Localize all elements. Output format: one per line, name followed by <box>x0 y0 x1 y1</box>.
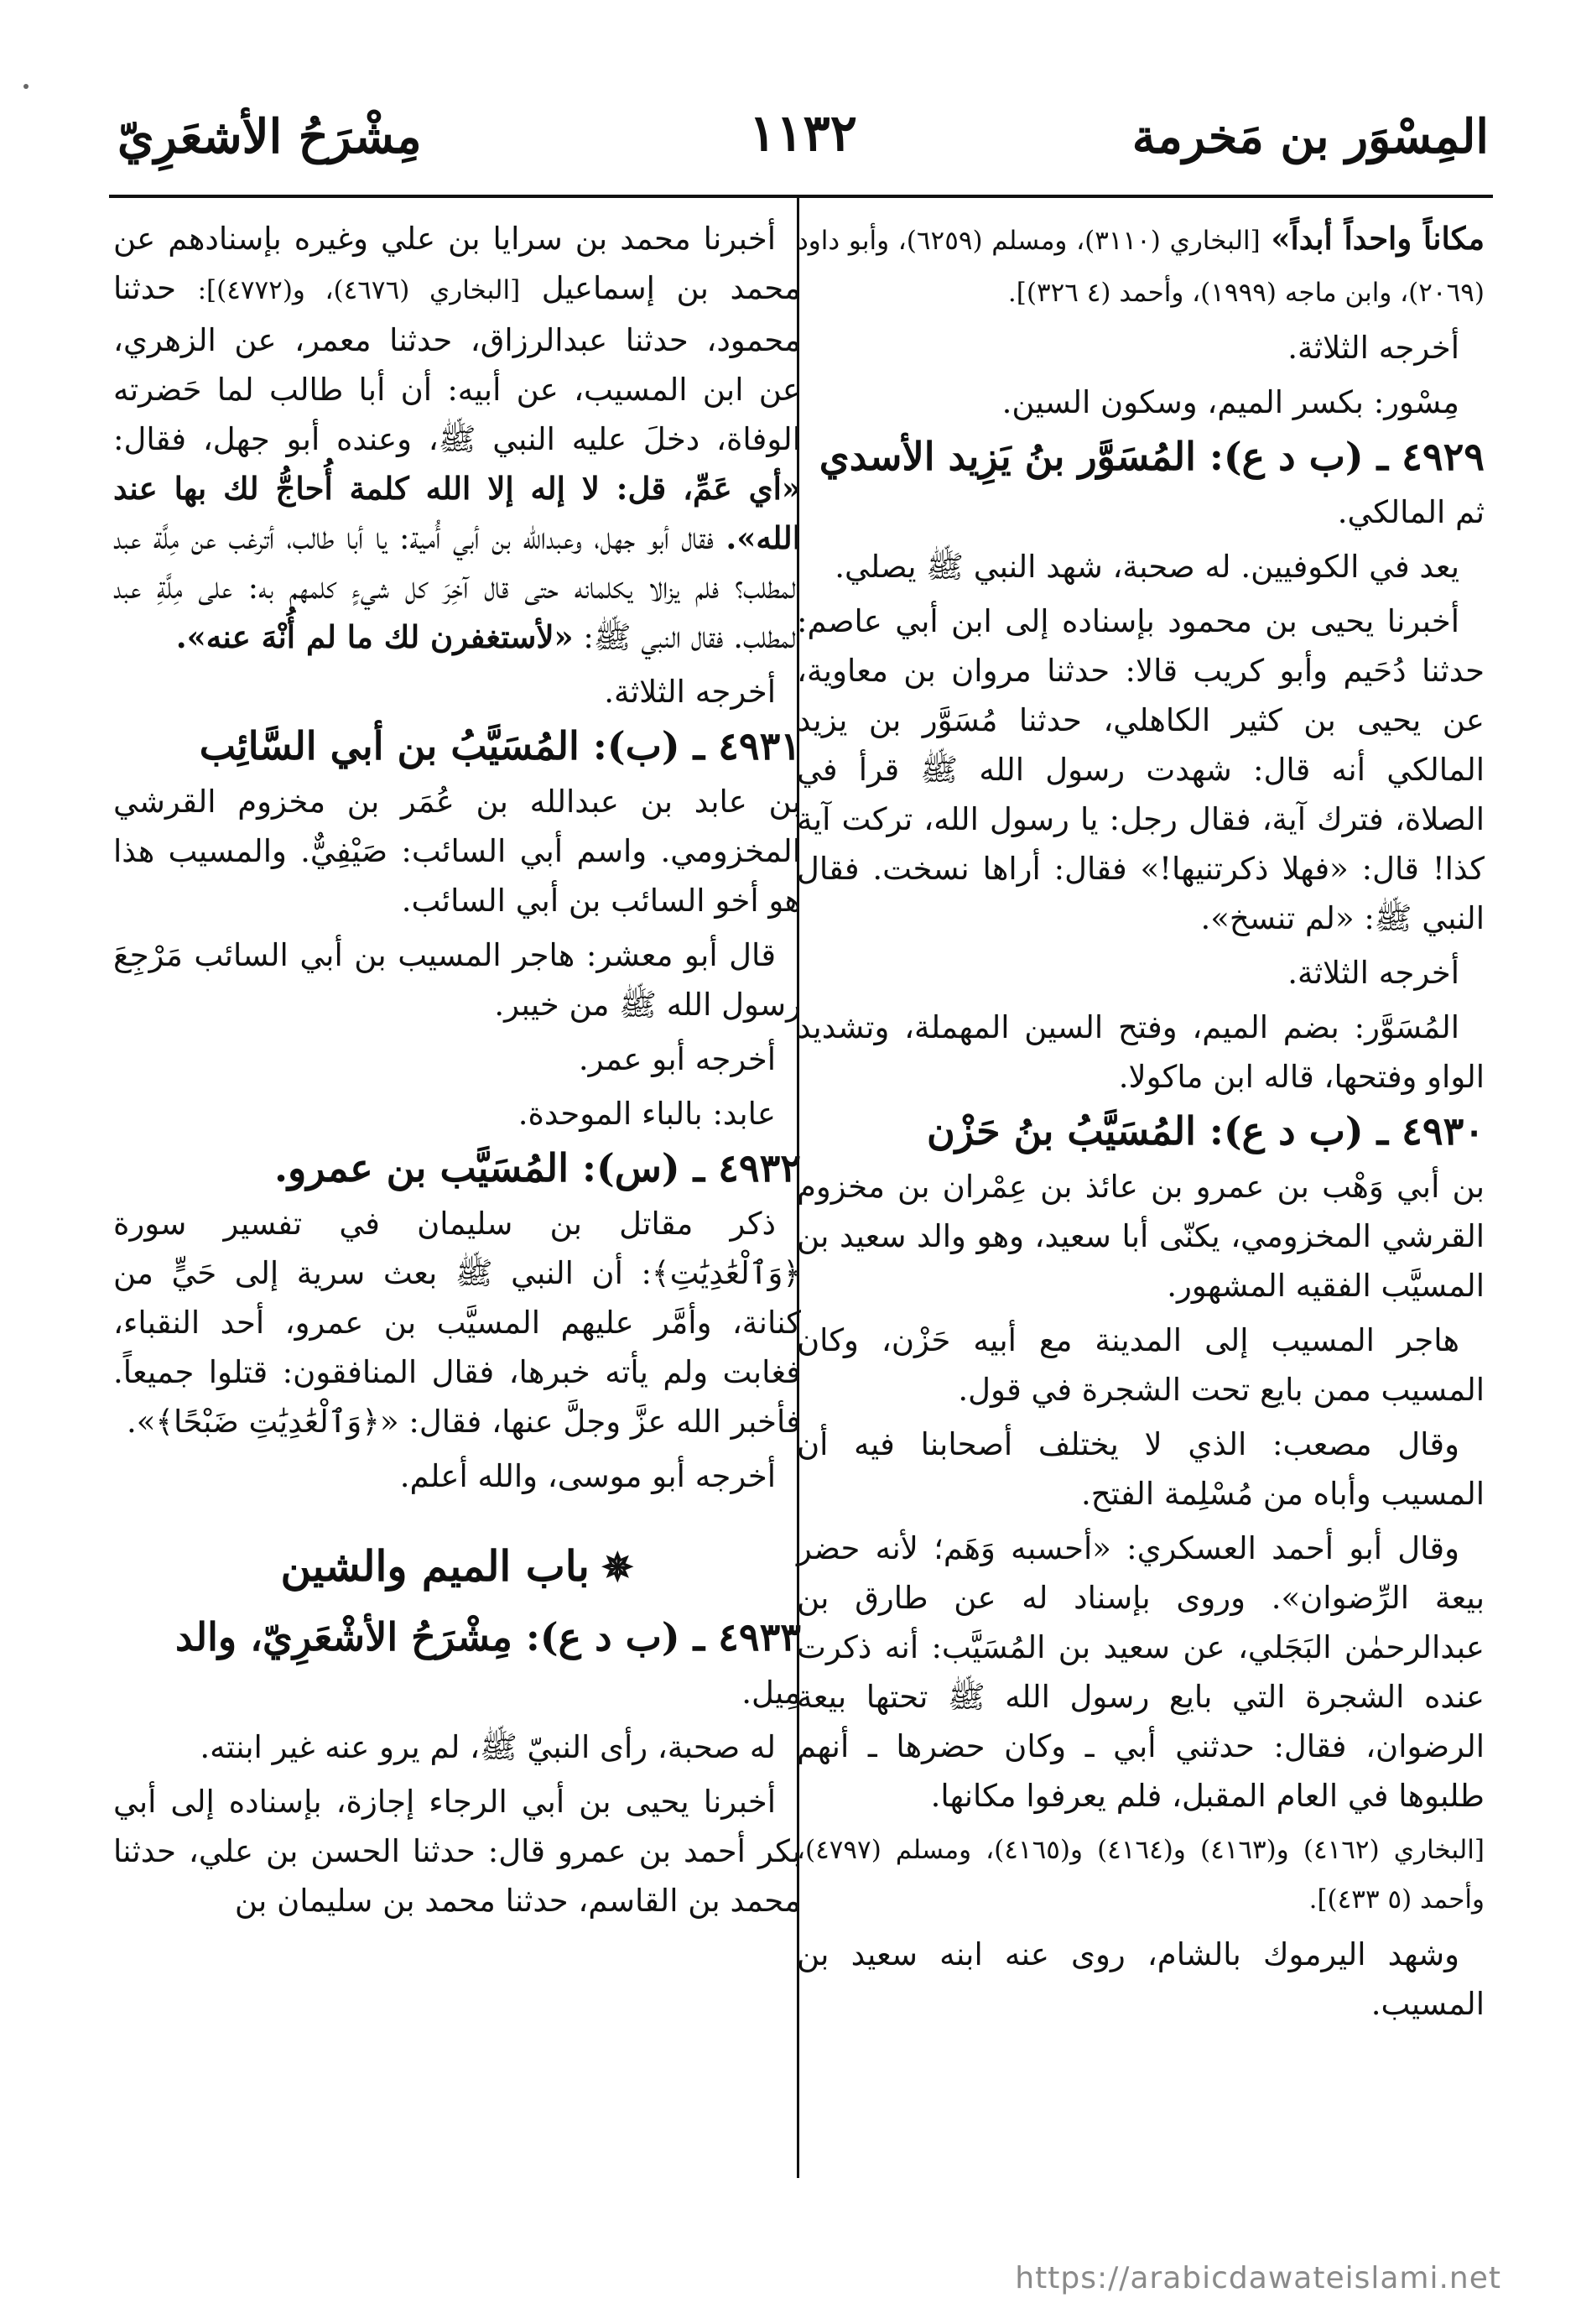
running-title-left: مِشْرَحُ الأشعَرِيّ <box>117 109 422 164</box>
watermark-url: https://arabicdawateislami.net <box>1015 2261 1501 2295</box>
hadith-quote: مكاناً واحداً أبداً» <box>1271 220 1485 257</box>
left-column <box>113 214 801 1931</box>
paragraph: عابد: بالباء الموحدة. <box>517 1096 776 1132</box>
paragraph <box>797 214 1485 318</box>
paragraph: مِيل. <box>741 1675 801 1711</box>
entry-heading-4931: ٤٩٣١ ـ (ب): المُسَيَّبُ بن أبي السَّائِب <box>199 723 801 769</box>
paragraph: ذكر مقاتل بن سليمان في تفسير سورة ﴿وَٱلْعَٰدِيَٰتِ﴾: أن النبي ﷺ بعث سرية إلى حَيٍّ من كنانة، وأمَّر عليهم المسيَّب بن عمرو، أحد النقباء، فغابت ولم يأته خبرها، فقال المنافقون: قتلوا جميعاً. فأخبر الله عزَّ وجلَّ عنها، فقال: «﴿وَٱلْعَٰدِيَٰتِ ضَبْحًا﴾». <box>113 1206 801 1440</box>
header-rule <box>109 195 1493 198</box>
paragraph: أخبرنا يحيى بن أبي الرجاء إجازة، بإسناده إلى أبي بكر أحمد بن عمرو قال: حدثنا الحسن بن علي، حدثنا محمد بن القاسم، حدثنا محمد بن سليمان بن <box>113 1784 801 1919</box>
reference-citation: [البخاري (٤١٦٢) و(٤١٦٣) و(٤١٦٤) و(٤١٦٥)، ومسلم (٤٧٩٧)، وأحمد (٥ ٤٣٣)]. <box>797 1835 1485 1915</box>
paragraph: هاجر المسيب إلى المدينة مع أبيه حَزْن، وكان المسيب ممن بايع تحت الشجرة في قول. <box>797 1322 1485 1408</box>
paragraph: له صحبة، رأى النبيّ ﷺ، لم يرو عنه غير ابنته. <box>200 1729 776 1765</box>
hadith-quote: «أي عَمِّ، قل: لا إله إلا الله كلمة أُحاجُّ لك بها عند الله». <box>113 470 801 556</box>
paragraph: أخبرنا محمد بن سرايا بن علي وغيره بإسنادهم عن محمد بن إسماعيل [البخاري (٤٦٧٦)، و(٤٧٧٢)]: حدثنا محمود، حدثنا عبدالرزاق، حدثنا معمر، عن الزهري، عن ابن المسيب، عن أبيه: أن أبا طالب لما حَضرته الوفاة، دخلَ عليه النبي ﷺ، وعنده أبو جهل، فقال: «أي عَمِّ، قل: لا إله إلا الله كلمة أُحاجُّ لك بها عند الله». فقال أبو جهل، وعبدالله بن أبي أُمية: يا أبا طالب، أترغب عن مِلَّة عبد المطلب؟ فلم يزالا يكلمانه حتى قال آخِرَ كل شيءٍ كلمهم به: على مِلَّةِ عبد المطلب. فقال النبي ﷺ: «لأستغفرن لك ما لم أُنْهَ عنه». <box>113 221 801 655</box>
entry-heading-4932: ٤٩٣٢ ـ (س): المُسَيَّب بن عمرو. <box>274 1145 801 1191</box>
paragraph: أخبرنا يحيى بن محمود بإسناده إلى ابن أبي عاصم: حدثنا دُحَيم وأبو كريب قالا: حدثنا مروان بن معاوية، عن يحيى بن كثير الكاهلي، حدثنا مُسَوَّر بن يزيد المالكي أنه قال: شهدت رسول الله ﷺ قرأ في الصلاة، فترك آية، فقال رجل: يا رسول الله، تركت آية كذا! قال: «فهلا ذكرتنيها!» فقال: أراها نسخت. فقال النبي ﷺ: «لم تنسخ». <box>797 603 1485 936</box>
reference-citation: [البخاري (٣١١٠)، ومسلم (٦٢٥٩)، وأبو داود (٢٠٦٩)، وابن ماجه (١٩٩٩)، وأحمد (٤ ٣٢٦)]. <box>797 226 1485 308</box>
page-number: ١١٣٢ <box>749 104 857 163</box>
paragraph: أخرجه أبو موسى، والله أعلم. <box>399 1458 776 1494</box>
paragraph: قال أبو معشر: هاجر المسيب بن أبي السائب مَرْجِعَ رسول الله ﷺ من خيبر. <box>113 937 801 1023</box>
right-column <box>797 214 1485 2034</box>
reference-citation: [البخاري (٤٦٧٦)، و(٤٧٧٢)]: <box>197 275 521 305</box>
chapter-title: ✵باب الميم والشين <box>280 1541 634 1591</box>
paragraph: أخرجه الثلاثة. <box>1287 330 1459 366</box>
entry-heading-4929: ٤٩٢٩ ـ (ب د ع): المُسَوَّر بنُ يَزِيد الأسدي <box>819 434 1485 479</box>
paragraph: ثم المالكي. <box>1337 494 1485 530</box>
entry-heading-4933: ٤٩٣٣ ـ (ب د ع): مِشْرَحُ الأشْعَرِيّ، والد <box>174 1614 801 1660</box>
paragraph: أخرجه أبو عمر. <box>578 1041 776 1077</box>
paragraph: وقال أبو أحمد العسكري: «أحسبه وَهَم؛ لأنه حضر بيعة الرِّضوان». وروى بإسناد له عن طارق بن عبدالرحمٰن البَجَلي، عن سعيد بن المُسَيَّب: أنه ذكرت عنده الشجرة التي بايع رسول الله ﷺ تحتها بيعة الرضوان، فقال: حدثني أبي ـ وكان حضرها ـ أنهم طلبوها في العام المقبل، فلم يعرفوا مكانها. <box>797 1530 1485 1814</box>
star-ornament-icon: ✵ <box>601 1545 634 1590</box>
entry-heading-4930: ٤٩٣٠ ـ (ب د ع): المُسَيَّبُ بنُ حَزْن <box>926 1108 1485 1154</box>
paragraph: وقال مصعب: الذي لا يختلف أصحابنا فيه أن المسيب وأباه من مُسْلِمة الفتح. <box>797 1426 1485 1512</box>
paragraph: مِسْور: بكسر الميم، وسكون السين. <box>1001 384 1459 420</box>
paragraph: أخرجه الثلاثة. <box>604 674 776 710</box>
paragraph: أخرجه الثلاثة. <box>1287 955 1459 991</box>
paragraph: يعد في الكوفيين. له صحبة، شهد النبي ﷺ يصلي. <box>835 549 1459 585</box>
scan-speck <box>23 84 29 89</box>
paragraph: وشهد اليرموك بالشام، روى عنه ابنه سعيد بن المسيب. <box>797 1936 1485 2022</box>
paragraph: بن عابد بن عبدالله بن عُمَر بن مخزوم القرشي المخزومي. واسم أبي السائب: صَيْفِيٌّ. والمسيب هذا هو أخو السائب بن أبي السائب. <box>113 784 801 919</box>
running-title-right: المِسْوَر بن مَخرمة <box>1131 109 1489 164</box>
paragraph: بن أبي وَهْب بن عمرو بن عائذ بن عِمْران بن مخزوم القرشي المخزومي، يكنّى أبا سعيد، وهو والد سعيد بن المسيَّب الفقيه المشهور. <box>797 1169 1485 1304</box>
paragraph: المُسَوَّر: بضم الميم، وفتح السين المهملة، وتشديد الواو وفتحها، قاله ابن ماكولا. <box>797 1009 1485 1095</box>
hadith-quote: «لأستغفرن لك ما لم أُنْهَ عنه». <box>175 618 574 655</box>
page-header <box>117 101 1489 193</box>
